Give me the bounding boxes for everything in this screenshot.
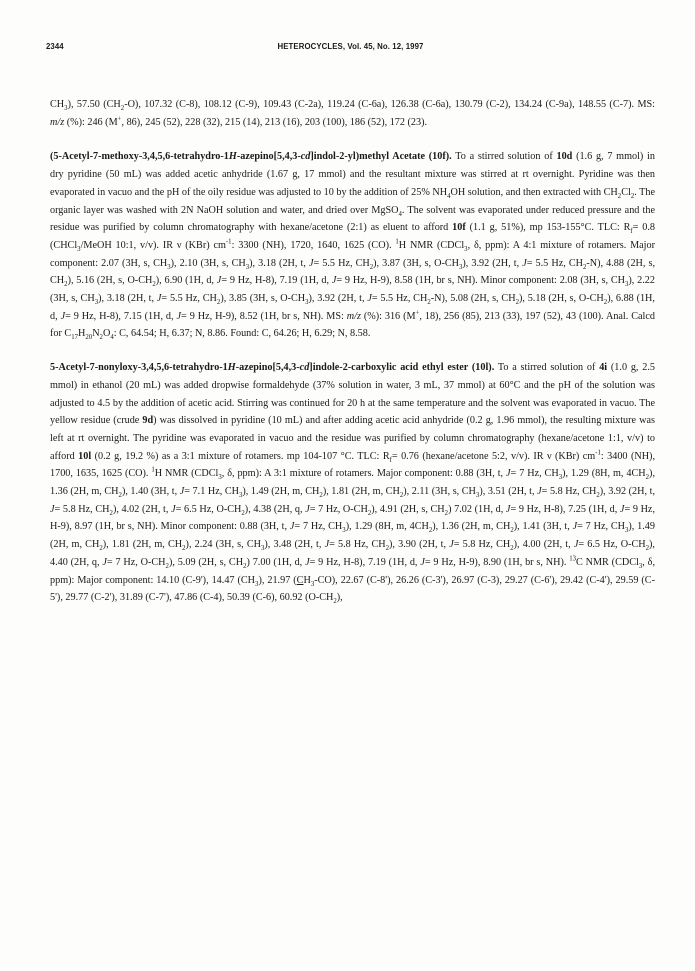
running-head [46,42,655,56]
body-text [50,96,655,607]
compound-title-10f: (5-Acetyl-7-methoxy-3,4,5,6-tetrahydro-1H-azepino[5,4,3-cd]indol-2-yl)methyl Acetate (10f). [50,151,452,163]
page-number: 2344 [46,42,64,51]
paragraph-compound-10f [50,148,655,343]
procedure-text-10f: To a stirred solution of 10d (1.6 g, 7 mmol) in dry pyridine (50 mL) was added acetic anhydride (1.67 g, 17 mmol) and the resultant mixture was stirred at rt overnight. Pyridine was then evaporated in vacuo and the pH of the oily residue was adjusted to 10 by the addition of 25% $NH_4OH$ solution, and then extracted with $CH_2Cl_2$. The organic layer was washed with 2N NaOH solution and water, and dried over MgSO$_4$. The solvent was evaporated under reduced pressure and the residue was purified by column chromatography with hexane/acetone (2:1) as eluent to afford 10f (1.1 g, 51%), mp 153-155°C. TLC: $R_f= 0.8$ (CHCl$_3$/MeOH 10:1, v/v). IR ν (KBr) $cm^{-1}$: 3300 (NH), 1720, 1640, 1625 (CO). $^1$H NMR (CDCl$_3$, δ, ppm): A 4:1 mixture of rotamers. Major component: 2.07 (3H, s, $CH_3$), 2.10 (3H, s, $CH_3$), 3.18 (2H, t, J= 5.5 Hz, $CH_2$), 3.87 (3H, s, $O-CH_3$), 3.92 (2H, t, J= 5.5 Hz, $CH_2-N$), 4.88 (2H, s, $CH_2$), 5.16 (2H, s, $O-CH_2$), 6.90 (1H, d, J= 9 Hz, H-8), 7.19 (1H, d, J= 9 Hz, H-9), 8.58 (1H, br s, NH). Minor component: 2.08 (3H, s, $CH_3$), 2.22 (3H, s, $CH_3$), 3.18 (2H, t, J= 5.5 Hz, $CH_2$), 3.85 (3H, s, $O-CH_3$), 3.92 (2H, t, J= 5.5 Hz, $CH_2-N$), 5.08 (2H, s, $CH_2$), 5.18 (2H, s, $O-CH_2$), 6.88 (1H, d, J= 9 Hz, H-8), 7.15 (1H, d, J= 9 Hz, H-9), 8.52 (1H, br s, NH). MS: m/z (%): 316 (M+, 18), 256 (85), 213 (33), 197 (52), 43 (100). Anal. Calcd for $C_{17}H_{20}N_2O_4$: C, 64.54; H, 6.37; N, 8.86. Found: C, 64.26; H, 6.29; N, 8.58. [50,151,656,342]
journal-reference: HETEROCYCLES, Vol. 45, No. 12, 1997 [277,42,424,51]
paragraph-continuation: $CH_3$), 57.50 $(CH_2-O)$, 107.32 (C-8), 108.12 (C-9), 109.43 (C-2a), 119.24 (C-6a), 126.38 (C-6a), 130.79 (C-2), 134.24 (C-9a), 148.55 (C-7). MS: m/z (%): 246 (M+, 86), 245 (52), 228 (32), 215 (14), 213 (16), 203 (100), 186 (52), 172 (23). [50,99,656,128]
paragraph-compound-10l [50,359,655,607]
compound-title-10l: 5-Acetyl-7-nonyloxy-3,4,5,6-tetrahydro-1H-azepino[5,4,3-cd]indole-2-carboxylic acid ethyl ester (10l). [50,362,495,374]
procedure-text-10l: To a stirred solution of 4i (1.0 g, 2.5 mmol) in ethanol (20 mL) was added dropwise formaldehyde (37% solution in water, 3 mL, 37 mmol) at 60°C and the pH of the solution was adjusted to 4.5 by the addition of acetic acid. Stirring was continued for 20 h at the same temperature and the solvent was evaporated in vacuo. The yellow residue (crude 9d) was dissolved in pyridine (10 mL) and after adding acetic acid anhydride (0.2 g, 1.96 mmol), the resulting mixture was left at rt overnight. The pyridine was evaporated in vacuo and the residue was purified by column chromatography (hexane/acetone 1:1, v/v) to afford 10l (0.2 g, 19.2 %) as a 3:1 mixture of rotamers. mp 104-107 °C. TLC: $R_f= 0.76$ (hexane/acetone 5:2, v/v). IR ν (KBr) $cm^{-1}$: 3400 (NH), 1700, 1635, 1625 (CO). $^1$H NMR (CDCl$_3$, δ, ppm): A 3:1 mixture of rotamers. Major component: 0.88 (3H, t, J= 7 Hz, $CH_3$), 1.29 (8H, m, $4CH_2$), 1.36 (2H, m, $CH_2$), 1.40 (3H, t, J= 7.1 Hz, $CH_3$), 1.49 (2H, m, $CH_2$), 1.81 (2H, m, $CH_2$), 2.11 (3H, s, $CH_3$), 3.51 (2H, t, J= 5.8 Hz, $CH_2$), 3.92 (2H, t, J= 5.8 Hz, $CH_2$), 4.02 (2H, t, J= 6.5 Hz, $O-CH_2$), 4.38 (2H, q, J= 7 Hz, $O-CH_2$), 4.91 (2H, s, $CH_2$) 7.02 (1H, d, J= 9 Hz, H-8), 7.25 (1H, d, J= 9 Hz, H-9), 8.97 (1H, br s, NH). Minor component: 0.88 (3H, t, J= 7 Hz, $CH_3$), 1.29 (8H, m, $4CH_2$), 1.36 (2H, m, $CH_2$), 1.41 (3H, t, J= 7 Hz, $CH_3$), 1.49 (2H, m, $CH_2$), 1.81 (2H, m, $CH_2$), 2.24 (3H, s, $CH_3$), 3.48 (2H, t, J= 5.8 Hz, $CH_2$), 3.90 (2H, t, J= 5.8 Hz, $CH_2$), 4.00 (2H, t, J= 6.5 Hz, $O-CH_2$), 4.40 (2H, q, J= 7 Hz, $O-CH_2$), 5.09 (2H, s, $CH_2$) 7.00 (1H, d, J= 9 Hz, H-8), 7.19 (1H, d, J= 9 Hz, H-9), 8.90 (1H, br s, NH). $^{13}$C NMR (CDCl$_3$, δ, ppm): Major component: 14.10 (C-9'), 14.47 $(CH_3)$, 21.97 $(CH_3-CO)$, 22.67 (C-8'), 26.26 (C-3'), 26.97 (C-3), 29.27 (C-6'), 29.42 (C-4'), 29.59 (C-5'), 29.77 (C-2'), 31.89 (C-7'), 47.86 (C-4), 50.39 (C-6), 60.92 $(O-CH_2)$, [50,362,655,606]
